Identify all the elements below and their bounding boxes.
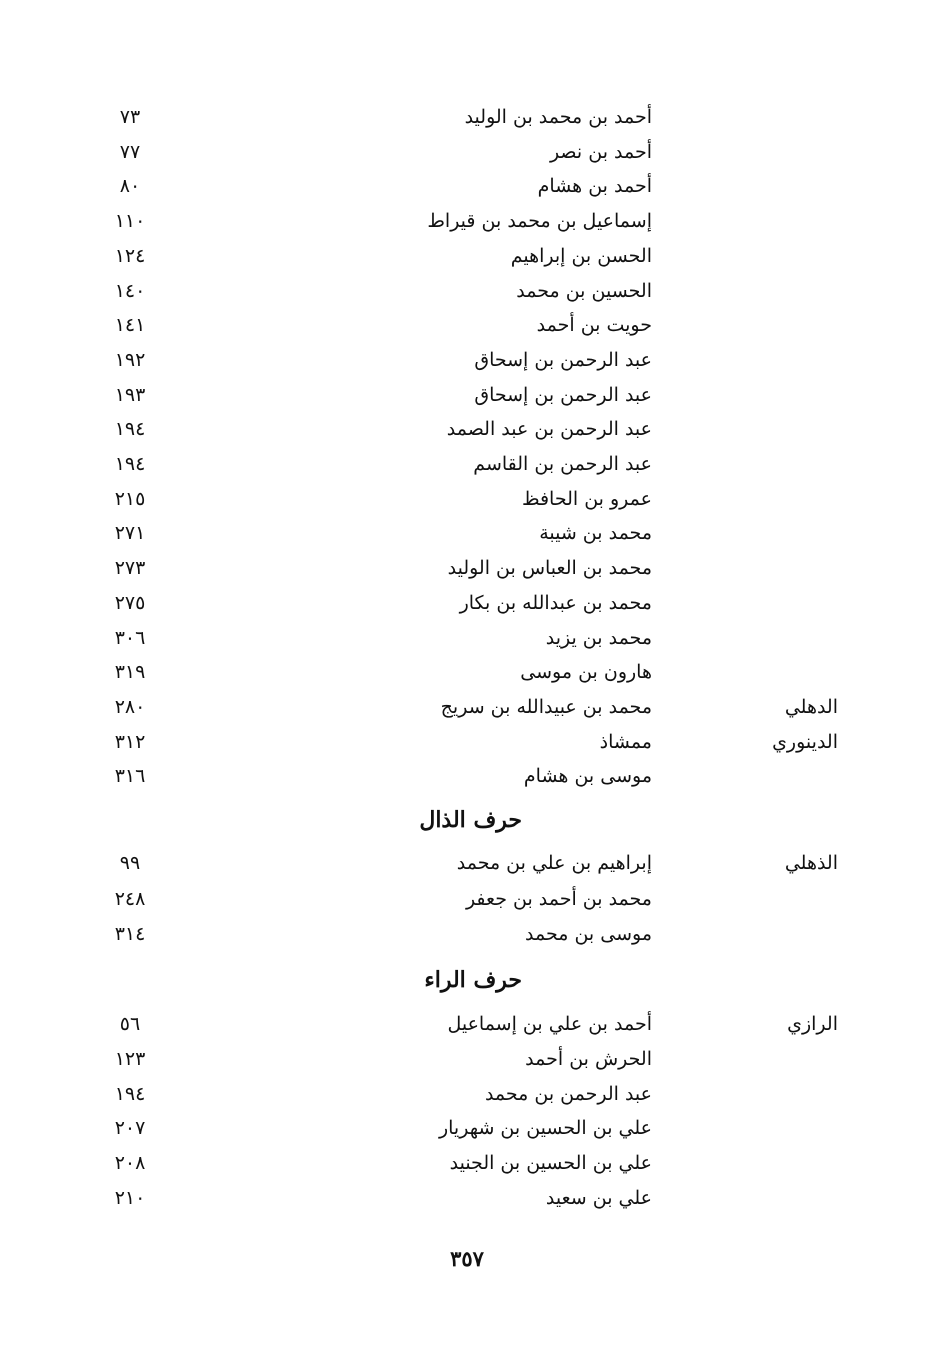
entry-name: عبد الرحمن بن إسحاق xyxy=(474,348,652,371)
entry-name: علي بن الحسين بن شهريار xyxy=(438,1117,652,1140)
entry-nisba: الدهلي xyxy=(784,695,838,718)
entry-page-number: ٢٤٨ xyxy=(114,887,146,910)
entry-name: محمد بن عبيدالله بن سريج xyxy=(440,695,652,718)
section-dhal-heading: حرف الذال xyxy=(419,807,522,833)
entry-page-number: ١٢٣ xyxy=(114,1047,146,1070)
index-entry xyxy=(0,725,934,759)
entry-page-number: ١٩٢ xyxy=(114,348,146,371)
entry-page-number: ١٩٤ xyxy=(114,1082,146,1105)
index-entry xyxy=(0,447,934,481)
index-entry xyxy=(0,759,934,793)
entry-name: الحسن بن إبراهيم xyxy=(510,244,652,267)
entry-name: علي بن سعيد xyxy=(545,1187,652,1209)
index-entry xyxy=(0,621,934,655)
entry-page-number: ١٩٤ xyxy=(114,418,146,441)
entry-page-number: ٣١٦ xyxy=(114,765,146,788)
entry-name: الحرش بن أحمد xyxy=(525,1047,652,1070)
entry-name: هارون بن موسى xyxy=(520,661,652,684)
entry-page-number: ٢٧٥ xyxy=(114,591,146,614)
entry-page-number: ٢٧٣ xyxy=(114,557,146,580)
index-entry xyxy=(0,516,934,550)
entry-name: عبد الرحمن بن عبد الصمد xyxy=(446,418,652,441)
entry-page-number: ٧٣ xyxy=(119,106,141,128)
index-entry xyxy=(0,690,934,724)
entry-page-number: ٣٠٦ xyxy=(114,626,146,649)
entry-name: محمد بن شيبة xyxy=(539,522,652,545)
entry-page-number: ١١٠ xyxy=(114,210,146,233)
entry-page-number: ٢٠٨ xyxy=(114,1152,146,1175)
entry-name: أحمد بن هشام xyxy=(537,175,652,198)
entry-page-number: ٢٨٠ xyxy=(114,695,146,718)
entry-page-number: ٨٠ xyxy=(119,175,141,198)
entry-page-number: ٢١٠ xyxy=(114,1187,146,1209)
index-entry xyxy=(0,586,934,620)
entry-name: أحمد بن علي بن إسماعيل xyxy=(447,1013,652,1035)
index-entry xyxy=(0,551,934,585)
entry-name: الحسين بن محمد xyxy=(516,279,652,302)
entry-page-number: ٢٠٧ xyxy=(114,1117,146,1140)
entry-page-number: ١٢٤ xyxy=(114,244,146,267)
entry-name: علي بن الحسين بن الجنيد xyxy=(449,1152,652,1175)
index-entry xyxy=(0,308,934,342)
index-entry xyxy=(0,846,934,880)
entry-name: عبد الرحمن بن القاسم xyxy=(473,453,652,475)
entry-page-number: ٩٩ xyxy=(119,852,141,874)
entry-page-number: ٣١٤ xyxy=(114,923,146,945)
entry-page-number: ١٩٤ xyxy=(114,453,146,475)
entry-page-number: ١٩٣ xyxy=(114,383,146,406)
index-entry xyxy=(0,482,934,516)
entry-page-number: ١٤٠ xyxy=(114,279,146,302)
entry-nisba: الرازي xyxy=(787,1013,838,1035)
index-entry xyxy=(0,412,934,446)
entry-nisba: الدينوري xyxy=(772,730,838,753)
entry-name: إبراهيم بن علي بن محمد xyxy=(456,852,652,874)
page-number: ٣٥٧ xyxy=(450,1246,484,1271)
entry-page-number: ٢٧١ xyxy=(114,522,146,545)
index-entry xyxy=(0,239,934,273)
entry-page-number: ٧٧ xyxy=(119,140,141,163)
index-entry xyxy=(0,135,934,169)
index-entry xyxy=(0,1111,934,1145)
index-entry xyxy=(0,917,934,951)
index-entry xyxy=(0,882,934,916)
index-entry xyxy=(0,655,934,689)
entry-name: إسماعيل بن محمد بن قيراط xyxy=(427,210,652,233)
index-entry xyxy=(0,343,934,377)
index-entry xyxy=(0,204,934,238)
entry-name: عبد الرحمن بن إسحاق xyxy=(474,383,652,406)
entry-name: أحمد بن نصر xyxy=(549,140,652,163)
entry-name: محمد بن عبدالله بن بكار xyxy=(459,591,652,614)
entry-page-number: ٣١٩ xyxy=(114,661,146,684)
entry-page-number: ٥٦ xyxy=(119,1013,141,1035)
entry-name: موسى بن هشام xyxy=(523,765,652,788)
index-entry xyxy=(0,1007,934,1041)
index-entry xyxy=(0,274,934,308)
entry-name: أحمد بن محمد بن الوليد xyxy=(464,106,652,128)
entry-page-number: ١٤١ xyxy=(114,314,146,337)
index-entry xyxy=(0,169,934,203)
entry-nisba: الذهلي xyxy=(784,852,838,874)
section-ra-heading: حرف الراء xyxy=(424,967,522,993)
entry-name: عمرو بن الحافظ xyxy=(521,487,652,510)
entry-name: موسى بن محمد xyxy=(525,923,652,945)
index-entry xyxy=(0,100,934,134)
entry-page-number: ٢١٥ xyxy=(114,487,146,510)
entry-name: حويت بن أحمد xyxy=(536,314,652,337)
index-entry xyxy=(0,378,934,412)
index-entry xyxy=(0,1146,934,1180)
index-entry xyxy=(0,1181,934,1215)
entry-name: محمد بن العباس بن الوليد xyxy=(447,557,652,580)
entry-name: محمد بن يزيد xyxy=(545,626,652,649)
entry-page-number: ٣١٢ xyxy=(114,730,146,753)
entry-name: ممشاذ xyxy=(599,730,652,753)
entry-name: محمد بن أحمد بن جعفر xyxy=(465,887,652,910)
entry-name: عبد الرحمن بن محمد xyxy=(484,1082,652,1105)
index-entry xyxy=(0,1077,934,1111)
index-entry xyxy=(0,1042,934,1076)
